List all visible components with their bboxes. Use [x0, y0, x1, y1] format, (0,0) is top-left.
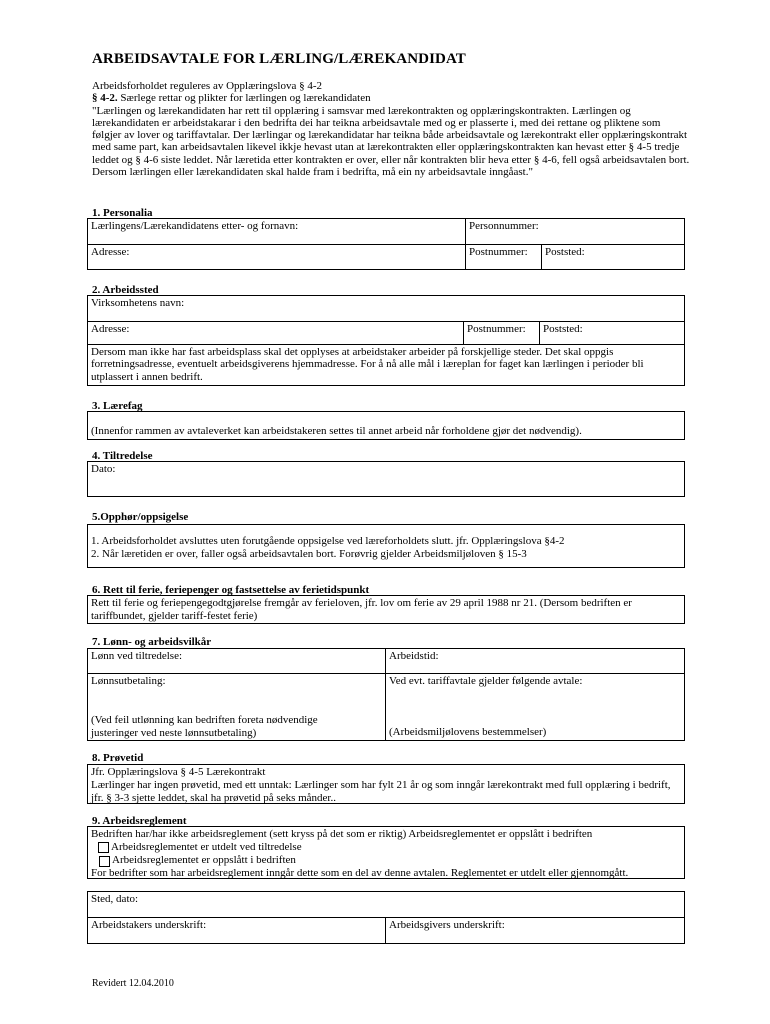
- section-1-heading: 1. Personalia: [92, 207, 153, 219]
- wage-payment-note: (Ved feil utlønning kan bedriften foreta nødvendige justeringer ved neste lønnsutbetaling): [91, 714, 318, 739]
- holiday-box: [87, 595, 685, 624]
- wage-box: [87, 648, 685, 741]
- section-2-heading: 2. Arbeidssted: [92, 284, 159, 296]
- tariff-agreement-field[interactable]: [385, 673, 684, 740]
- trade-box[interactable]: [87, 411, 685, 440]
- wage-payment-label: Lønnsutbetaling:: [91, 675, 166, 687]
- tariff-agreement-label: Ved evt. tariffavtale gjelder følgende avtale:: [389, 675, 583, 687]
- holiday-text: Rett til ferie og feriepengegodtgjørelse fremgår av ferieloven, jfr. lov om ferie av 29 april 1988 nr 21. (Dersom bedriften er tariffbundet, gjelder tariff-festet ferie): [91, 597, 632, 622]
- trainee-name-field[interactable]: Lærlingens/Lærekandidatens etter- og fornavn:: [91, 220, 299, 232]
- company-poststed-field[interactable]: Poststed:: [539, 321, 684, 344]
- probation-line-2: Lærlinger har ingen prøvetid, med ett unntak: Lærlinger som har fylt 21 år og som inngår lærekontrakt med full opplæring i bedrift, jfr. § 3-3 sjette leddet, skal ha prøvetid på seks månder..: [91, 779, 671, 804]
- tariff-agreement-note: (Arbeidsmiljølovens bestemmelser): [389, 726, 547, 738]
- starting-wage-field[interactable]: Lønn ved tiltredelse:: [91, 650, 183, 662]
- intro-quote: "Lærlingen og lærekandidaten har rett til opplæring i samsvar med lærekontrakten og opplæringskontrakten. Lærlingen og lærekandidaten er arbeidstakarar i den bedrifta dei har teikna arbeidsavtale med og er plasserte i, med dei rettane og pliktene som følgjer av lover og tariffavtalar. Der lærlingar og lærekandidatar har teikna både arbeidsavtale og lærekontrakt eller opplæringskontrakt med same part, kan arbeidsavtalen likevel ikkje hevast utan at lærekontrakten eller opplæringskontrakten kan hevast etter § 4-5 tredje leddet og § 4-6 siste leddet. Når læretida etter kontrakten er over, eller når kontrakten blir heva etter § 4-6, fell også arbeidsavtalen bort. Dersom lærlingen eller lærekandidaten skal halde fram i bedrifta, må ein ny arbeidsavtale inngåast.": [92, 104, 690, 179]
- section-7-heading: 7. Lønn- og arbeidsvilkår: [92, 636, 212, 648]
- trainee-poststed-field[interactable]: Poststed:: [541, 244, 684, 270]
- section-5-heading: 5.Opphør/oppsigelse: [92, 511, 189, 523]
- intro-line-1: Arbeidsforholdet reguleres av Opplæringslova § 4-2: [92, 80, 323, 92]
- wage-payment-field[interactable]: [88, 673, 385, 740]
- trainee-postnr-field[interactable]: Postnummer:: [465, 244, 541, 270]
- place-date-field[interactable]: Sted, dato:: [91, 893, 139, 905]
- section-6-heading: 6. Rett til ferie, feriepenger og fastsettelse av ferietidspunkt: [92, 584, 370, 596]
- start-date-label: Dato:: [91, 463, 116, 475]
- work-rules-line-1: Bedriften har/har ikke arbeidsreglement (sett kryss på det som er riktig) Arbeidsreglementet er oppslått i bedriften: [91, 828, 593, 840]
- termination-line-1: 1. Arbeidsforholdet avsluttes uten forutgående oppsigelse ved læreforholdets slutt. jfr. Opplæringslova §4-2: [91, 535, 565, 547]
- personal-number-field[interactable]: Personnummer:: [465, 219, 684, 244]
- termination-line-2: 2. Når læretiden er over, faller også arbeidsavtalen bort. Forøvrig gjelder Arbeidsmiljøloven § 15-3: [91, 548, 527, 560]
- working-hours-field[interactable]: Arbeidstid:: [385, 649, 684, 673]
- section-9-heading: 9. Arbeidsreglement: [92, 815, 187, 827]
- revision-footer: Revidert 12.04.2010: [92, 978, 174, 989]
- section-4-heading: 4. Tiltredelse: [92, 450, 153, 462]
- workplace-box: [87, 295, 685, 386]
- trainee-address-field[interactable]: Adresse:: [88, 244, 465, 270]
- trade-note: (Innenfor rammen av avtaleverket kan arbeidstakeren settes til annet arbeid når forholdene gjør det nødvendig).: [91, 425, 582, 437]
- page-title: ARBEIDSAVTALE FOR LÆRLING/LÆREKANDIDAT: [92, 51, 466, 67]
- employer-signature-field[interactable]: Arbeidsgivers underskrift:: [385, 917, 684, 943]
- rules-distributed-label: Arbeidsreglementet er utdelt ved tiltredelse: [111, 841, 302, 853]
- intro-text: [92, 80, 692, 178]
- intro-line-2: [92, 92, 692, 104]
- signature-box: [87, 891, 685, 944]
- probation-line-1: Jfr. Opplæringslova § 4-5 Lærekontrakt: [91, 766, 266, 778]
- intro-paragraph-ref: § 4-2.: [92, 92, 118, 105]
- section-8-heading: 8. Prøvetid: [92, 752, 144, 764]
- intro-paragraph-title: Særlege rettar og plikter for lærlingen og lærekandidaten: [117, 92, 371, 105]
- work-rules-line-last: For bedrifter som har arbeidsreglement inngår dette som en del av denne avtalen. Reglementet er utdelt eller gjennomgått.: [91, 867, 629, 879]
- work-rules-box: [87, 826, 685, 879]
- section-3-heading: 3. Lærefag: [92, 400, 143, 412]
- company-name-field[interactable]: Virksomhetens navn:: [91, 297, 185, 309]
- employee-signature-field[interactable]: Arbeidstakers underskrift:: [88, 917, 385, 943]
- company-postnr-field[interactable]: Postnummer:: [463, 321, 539, 344]
- company-address-field[interactable]: Adresse:: [88, 321, 463, 344]
- probation-box: [87, 764, 685, 804]
- start-date-field[interactable]: [87, 461, 685, 497]
- termination-box: [87, 524, 685, 568]
- workplace-note: Dersom man ikke har fast arbeidsplass skal det opplyses at arbeidstaker arbeider på forskjellige steder. Det skal oppgis forretningsadresse, eventuelt arbeidsgiverens hjemmadresse. For å nå alle mål i læreplan for faget kan lærlingen i perioder bli utplassert i annen bedrift.: [88, 344, 684, 385]
- personalia-box: [87, 218, 685, 270]
- rules-posted-label: Arbeidsreglementet er oppslått i bedriften: [112, 854, 296, 866]
